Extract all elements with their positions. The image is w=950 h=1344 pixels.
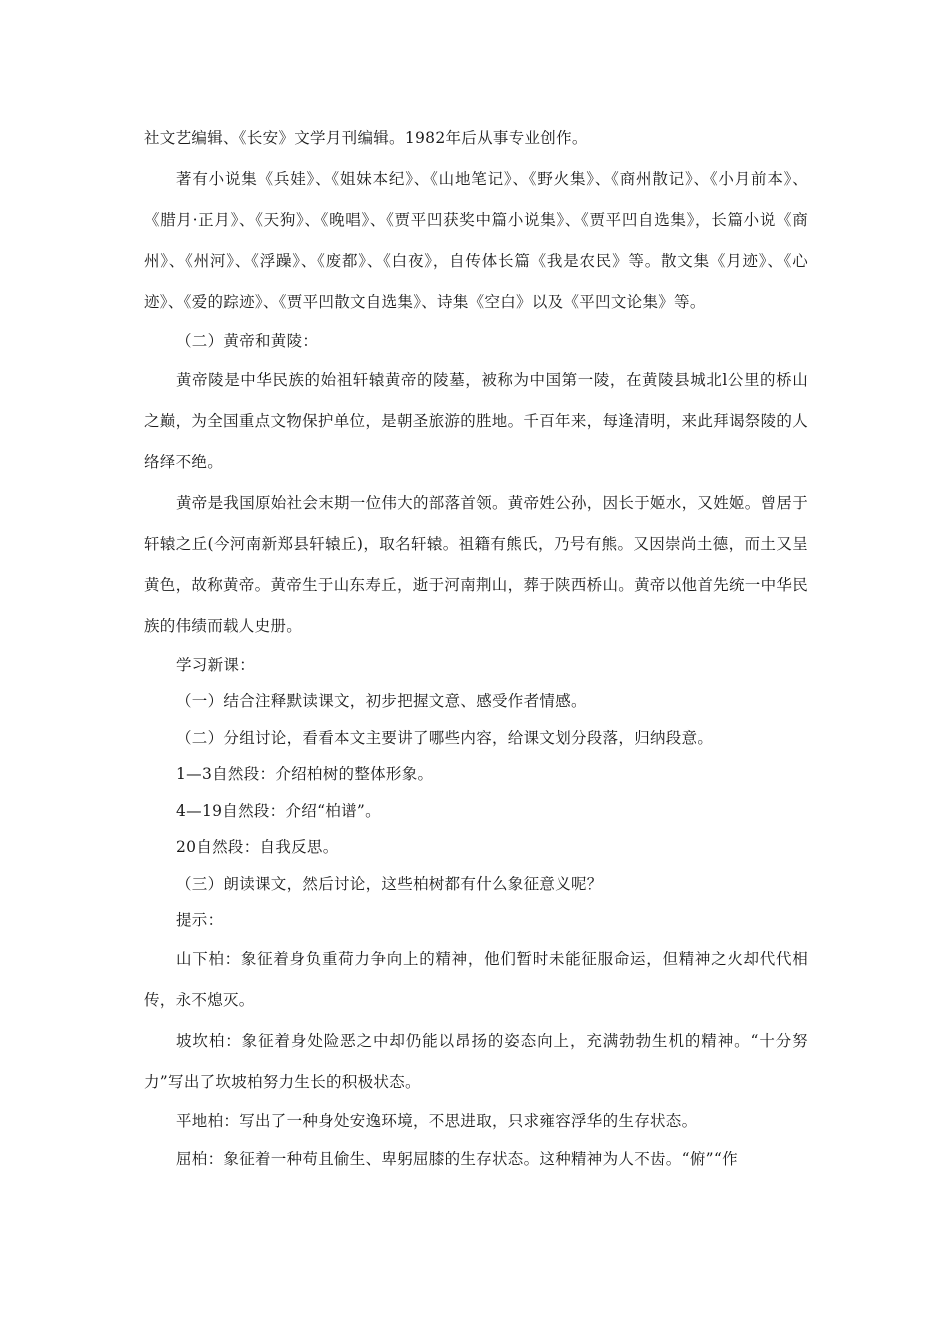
paragraph-qu-bai: 屈柏：象征着一种苟且偷生、卑躬屈膝的生存状态。这种精神为人不齿。“俯”“作: [176, 1150, 738, 1168]
lesson-step-2: （二）分组讨论，看看本文主要讲了哪些内容，给课文划分段落，归纳段意。: [176, 728, 714, 747]
paragraph-works-list: 著有小说集《兵娃》、《姐妹本纪》、《山地笔记》、《野火集》、《商州散记》、《小月前本》、《腊月·正月》、《天狗》、《晚唱》、《贾平凹获奖中篇小说集》、《贾平凹自选集》，长篇小说《商州》、《州河》、《浮躁》、《废都》、《白夜》，自传体长篇《我是农民》等。散文集《月迹》、《心迹》、《爱的踪迹》、《贾平凹散文自选集》、诗集《空白》以及《平凹文论集》等。: [144, 170, 808, 311]
hint-label: 提示：: [176, 911, 224, 929]
document-body: [144, 118, 808, 1180]
paragraph-shanxia-bai: 山下柏：象征着身负重荷力争向上的精神，他们暂时未能征服命运，但精神之火却代代相传，永不熄灭。: [144, 949, 808, 1009]
lesson-step-3: （三）朗读课文，然后讨论，这些柏树都有什么象征意义呢？: [176, 874, 603, 893]
paragraph-pokan-bai: 坡坎柏：象征着身处险恶之中却仍能以昂扬的姿态向上，充满勃勃生机的精神。“十分努力”写出了坎坡柏努力生长的积极状态。: [144, 1031, 808, 1091]
section-1-3: 1—3自然段：介绍柏树的整体形象。: [176, 765, 434, 783]
paragraph-author-career: 社文艺编辑、《长安》文学月刊编辑。1982年后从事专业创作。: [144, 129, 588, 147]
section-4-19: 4—19自然段：介绍“柏谱”。: [176, 801, 381, 820]
section-heading-new-lesson: 学习新课：: [176, 655, 256, 674]
lesson-step-1: （一）结合注释默读课文，初步把握文意、感受作者情感。: [176, 692, 587, 710]
paragraph-huangdi-tomb: 黄帝陵是中华民族的始祖轩辕黄帝的陵墓，被称为中国第一陵，在黄陵县城北l公里的桥山之巅，为全国重点文物保护单位，是朝圣旅游的胜地。千百年来，每逢清明，来此拜谒祭陵的人络绎不绝。: [144, 370, 808, 471]
paragraph-pingdi-bai: 平地柏：写出了一种身处安逸环境，不思进取，只求雍容浮华的生存状态。: [176, 1111, 698, 1130]
paragraph-huangdi-bio: 黄帝是我国原始社会末期一位伟大的部落首领。黄帝姓公孙，因长于姬水，又姓姬。曾居于轩辕之丘(今河南新郑县轩辕丘)，取名轩辕。祖籍有熊氏，乃号有熊。又因崇尚土德，而土又呈黄色，故称黄帝。黄帝生于山东寿丘，逝于河南荆山，葬于陕西桥山。黄帝以他首先统一中华民族的伟绩而载人史册。: [144, 493, 809, 635]
section-heading-huangdi: （二）黄帝和黄陵：: [176, 332, 319, 350]
section-20: 20自然段：自我反思。: [176, 838, 339, 856]
